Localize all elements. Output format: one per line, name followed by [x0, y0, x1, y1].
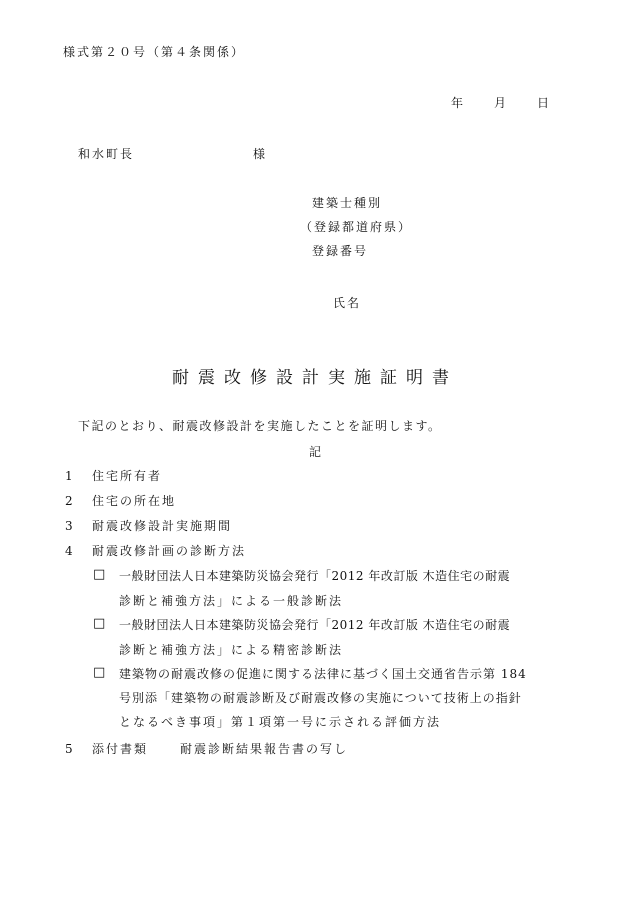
option-line: 号別添「建築物の耐震診断及び耐震改修の実施について技術上の指針 [119, 691, 522, 705]
document-title: 耐震改修設計実施証明書 [172, 368, 458, 388]
option-line: 一般財団法人日本建築防災協会発行「2012 年改訂版 木造住宅の耐震 [119, 618, 511, 632]
item-number: 4 [65, 544, 73, 558]
addressee-name: 和水町長 [78, 147, 135, 161]
item-label: 住宅の所在地 [92, 494, 177, 508]
intro-text: 下記のとおり、耐震改修設計を実施したことを証明します。 [78, 419, 442, 433]
option-line: 診断と補強方法」による精密診断法 [119, 643, 344, 657]
option-line: 一般財団法人日本建築防災協会発行「2012 年改訂版 木造住宅の耐震 [119, 569, 511, 583]
item-number: 2 [65, 494, 73, 508]
item-number: 1 [65, 469, 73, 483]
applicant-name-label: 氏名 [333, 296, 362, 310]
item-value: 耐震診断結果報告書の写し [180, 742, 349, 756]
item-label: 耐震改修設計実施期間 [92, 519, 233, 533]
date-year-label: 年 [451, 96, 464, 110]
item-number: 5 [65, 742, 73, 756]
option-line: 診断と補強方法」による一般診断法 [119, 594, 344, 608]
item-label: 耐震改修計画の診断方法 [92, 544, 247, 558]
option-line: となるべき事項」第１項第一号に示される評価方法 [119, 715, 442, 729]
date-day-label: 日 [537, 96, 550, 110]
registration-number-label: 登録番号 [312, 244, 369, 258]
checkbox-icon[interactable]: □ [93, 567, 106, 582]
checkbox-icon[interactable]: □ [93, 665, 106, 680]
item-label: 住宅所有者 [92, 469, 163, 483]
date-month-label: 月 [494, 96, 507, 110]
ki-label: 記 [309, 445, 322, 459]
architect-type-label: 建築士種別 [312, 196, 383, 210]
registration-pref-label: （登録都道府県） [300, 220, 413, 234]
form-number: 様式第２０号（第４条関係） [63, 45, 246, 59]
checkbox-icon[interactable]: □ [93, 616, 106, 631]
item-label: 添付書類 [92, 742, 149, 756]
option-line: 建築物の耐震改修の促進に関する法律に基づく国土交通省告示第 184 [119, 667, 527, 681]
addressee-honorific: 様 [253, 147, 266, 161]
item-number: 3 [65, 519, 73, 533]
